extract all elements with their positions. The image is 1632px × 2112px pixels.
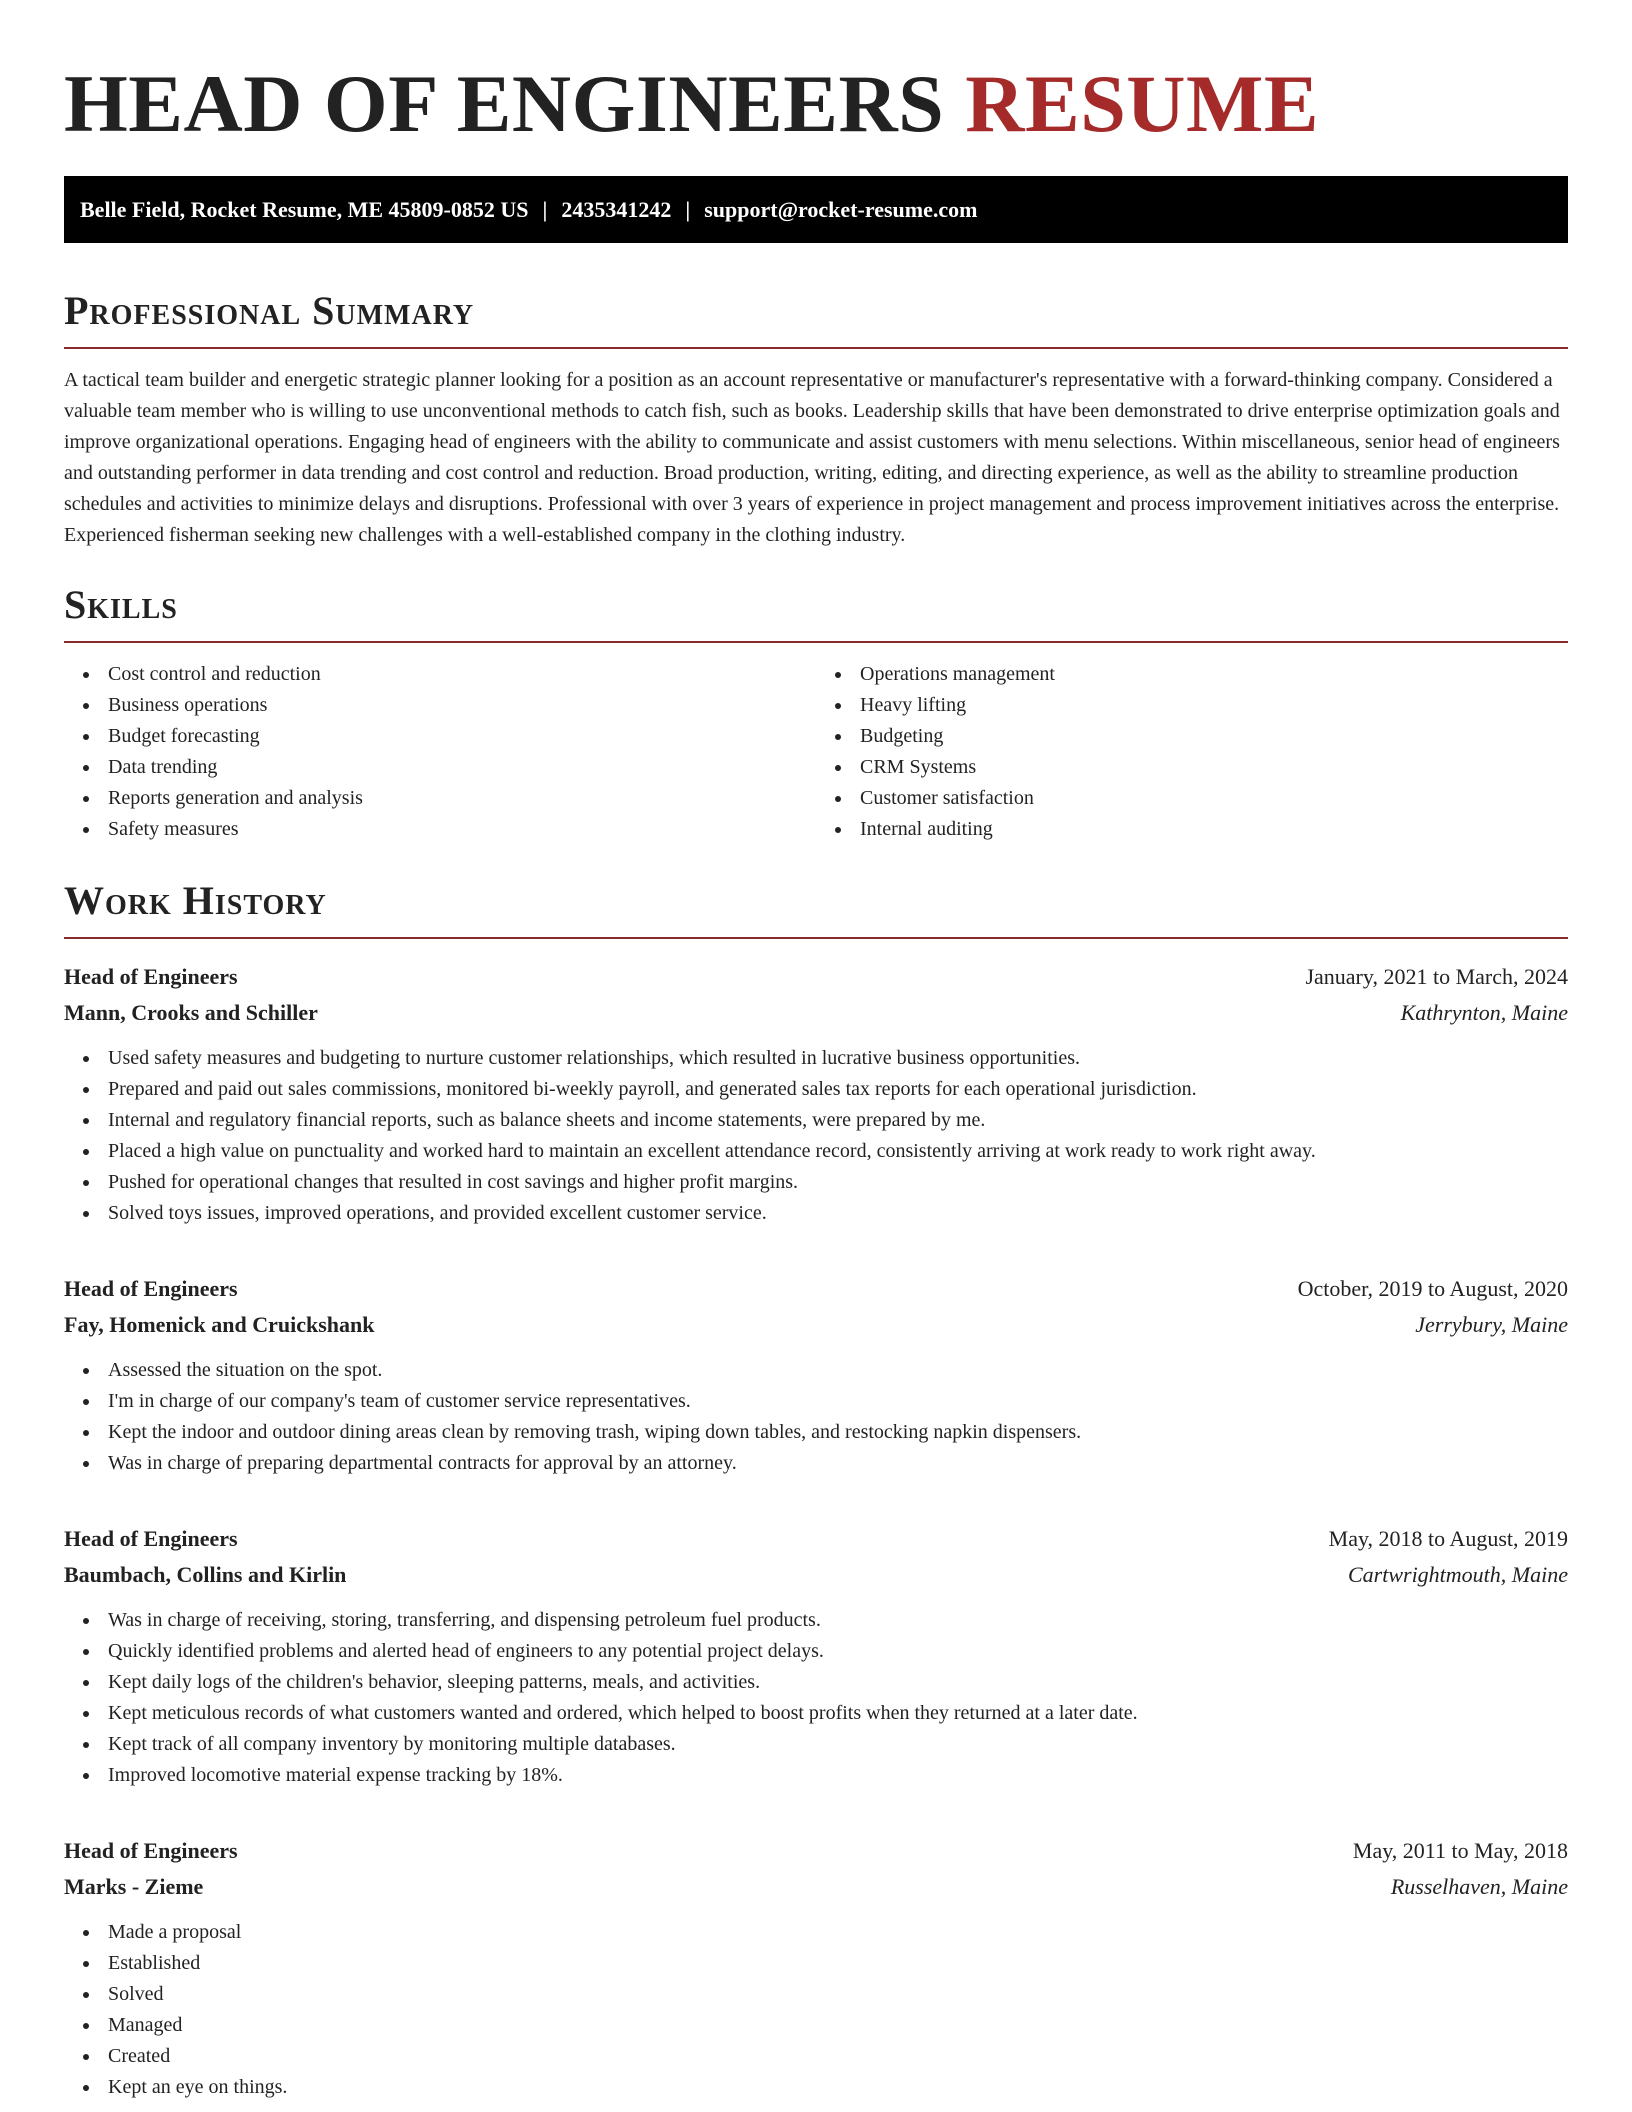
skill-item: Customer satisfaction (860, 783, 1568, 814)
job-dates: October, 2019 to August, 2020 (1297, 1276, 1568, 1301)
job-dates: May, 2018 to August, 2019 (1328, 1526, 1568, 1551)
skills-column-left (64, 659, 816, 845)
job-bullet: Kept the indoor and outdoor dining areas clean by removing trash, wiping down tables, and restocking napkin dispensers. (108, 1417, 1568, 1448)
job-company: Mann, Crooks and Schiller (64, 1000, 318, 1025)
job-location: Russelhaven, Maine (1390, 1874, 1568, 1899)
section-divider (64, 937, 1568, 939)
summary-text: A tactical team builder and energetic strategic planner looking for a position as an account representative or manufacturer's representative with a forward-thinking company. Considered a valuable team member who is willing to use unconventional methods to catch fish, such as books. Leadership skills that have been demonstrated to drive enterprise optimization goals and improve organizational operations. Engaging head of engineers with the ability to communicate and assist customers with menu selections. Within miscellaneous, senior head of engineers and outstanding performer in data trending and cost control and reduction. Broad production, writing, editing, and directing experience, as well as the ability to streamline production schedules and activities to minimize delays and disruptions. Professional with over 3 years of experience in project management and process improvement initiatives across the enterprise. Experienced fisherman seeking new challenges with a well-established company in the clothing industry. (64, 369, 1560, 546)
contact-email: support@rocket-resume.com (704, 197, 978, 222)
job-bullet: Internal and regulatory financial reports, such as balance sheets and income statements, were prepared by me. (108, 1105, 1568, 1136)
skill-item: Budget forecasting (108, 721, 816, 752)
job-entry (64, 1833, 1568, 2103)
summary-section (64, 287, 1568, 551)
skill-item: Safety measures (108, 814, 816, 845)
skill-item: Heavy lifting (860, 690, 1568, 721)
job-bullet: Kept an eye on things. (108, 2072, 1568, 2103)
job-bullet: Was in charge of preparing departmental contracts for approval by an attorney. (108, 1448, 1568, 1479)
job-bullets (64, 1917, 1568, 2103)
job-bullets (64, 1355, 1568, 1479)
job-bullet: Used safety measures and budgeting to nurture customer relationships, which resulted in lucrative business opportunities. (108, 1043, 1568, 1074)
job-header-row (64, 1833, 1568, 1869)
job-company-row (64, 1869, 1568, 1905)
job-bullet: Was in charge of receiving, storing, transferring, and dispensing petroleum fuel products. (108, 1605, 1568, 1636)
job-bullet: Made a proposal (108, 1917, 1568, 1948)
job-bullet: Prepared and paid out sales commissions, monitored bi-weekly payroll, and generated sales tax reports for each operational jurisdiction. (108, 1074, 1568, 1105)
skills-section (64, 581, 1568, 845)
job-bullet: Solved (108, 1979, 1568, 2010)
contact-phone: 2435341242 (561, 197, 672, 222)
job-company: Fay, Homenick and Cruickshank (64, 1312, 375, 1337)
title-main: HEAD OF ENGINEERS (64, 58, 945, 149)
job-bullets (64, 1605, 1568, 1791)
job-header-row (64, 1271, 1568, 1307)
job-bullet: Assessed the situation on the spot. (108, 1355, 1568, 1386)
job-bullet: Kept meticulous records of what customers wanted and ordered, which helped to boost profits when they returned at a later date. (108, 1698, 1568, 1729)
contact-separator: | (542, 197, 548, 222)
skill-item: Data trending (108, 752, 816, 783)
job-entry (64, 959, 1568, 1229)
job-header-row (64, 1521, 1568, 1557)
job-bullet: Improved locomotive material expense tracking by 18%. (108, 1760, 1568, 1791)
contact-bar (64, 176, 1568, 243)
job-location: Jerrybury, Maine (1415, 1312, 1568, 1337)
skill-item: Budgeting (860, 721, 1568, 752)
job-company-row (64, 1307, 1568, 1343)
job-company: Marks - Zieme (64, 1874, 204, 1899)
job-company-row (64, 995, 1568, 1031)
job-entry (64, 1521, 1568, 1791)
job-bullets (64, 1043, 1568, 1229)
job-bullet: Kept track of all company inventory by monitoring multiple databases. (108, 1729, 1568, 1760)
job-bullet: Solved toys issues, improved operations, and provided excellent customer service. (108, 1198, 1568, 1229)
job-bullet: I'm in charge of our company's team of customer service representatives. (108, 1386, 1568, 1417)
section-divider (64, 347, 1568, 349)
job-bullet: Quickly identified problems and alerted head of engineers to any potential project delays. (108, 1636, 1568, 1667)
skill-item: Business operations (108, 690, 816, 721)
job-title: Head of Engineers (64, 1276, 238, 1301)
skill-item: Cost control and reduction (108, 659, 816, 690)
job-dates: January, 2021 to March, 2024 (1305, 964, 1568, 989)
contact-address: Belle Field, Rocket Resume, ME 45809-0852 US (80, 197, 529, 222)
resume-title (64, 0, 1568, 148)
job-bullet: Managed (108, 2010, 1568, 2041)
work-history-section (64, 877, 1568, 2103)
job-bullet: Pushed for operational changes that resulted in cost savings and higher profit margins. (108, 1167, 1568, 1198)
skills-column-right (816, 659, 1568, 845)
skills-grid (64, 659, 1568, 845)
job-company: Baumbach, Collins and Kirlin (64, 1562, 347, 1587)
job-title: Head of Engineers (64, 964, 238, 989)
job-bullet: Created (108, 2041, 1568, 2072)
job-title: Head of Engineers (64, 1838, 238, 1863)
skill-item: Reports generation and analysis (108, 783, 816, 814)
section-divider (64, 641, 1568, 643)
job-bullet: Kept daily logs of the children's behavior, sleeping patterns, meals, and activities. (108, 1667, 1568, 1698)
title-accent: RESUME (965, 58, 1320, 149)
job-dates: May, 2011 to May, 2018 (1352, 1838, 1568, 1863)
skills-heading: Skills (64, 582, 178, 627)
job-header-row (64, 959, 1568, 995)
job-entry (64, 1271, 1568, 1479)
job-bullet: Placed a high value on punctuality and worked hard to maintain an excellent attendance record, consistently arriving at work ready to work right away. (108, 1136, 1568, 1167)
work-history-heading: Work History (64, 878, 327, 923)
skill-item: Internal auditing (860, 814, 1568, 845)
job-location: Cartwrightmouth, Maine (1347, 1562, 1568, 1587)
contact-separator: | (685, 197, 691, 222)
job-bullet: Established (108, 1948, 1568, 1979)
job-location: Kathrynton, Maine (1400, 1000, 1568, 1025)
skill-item: Operations management (860, 659, 1568, 690)
summary-heading: Professional Summary (64, 288, 475, 333)
job-company-row (64, 1557, 1568, 1593)
skill-item: CRM Systems (860, 752, 1568, 783)
job-title: Head of Engineers (64, 1526, 238, 1551)
